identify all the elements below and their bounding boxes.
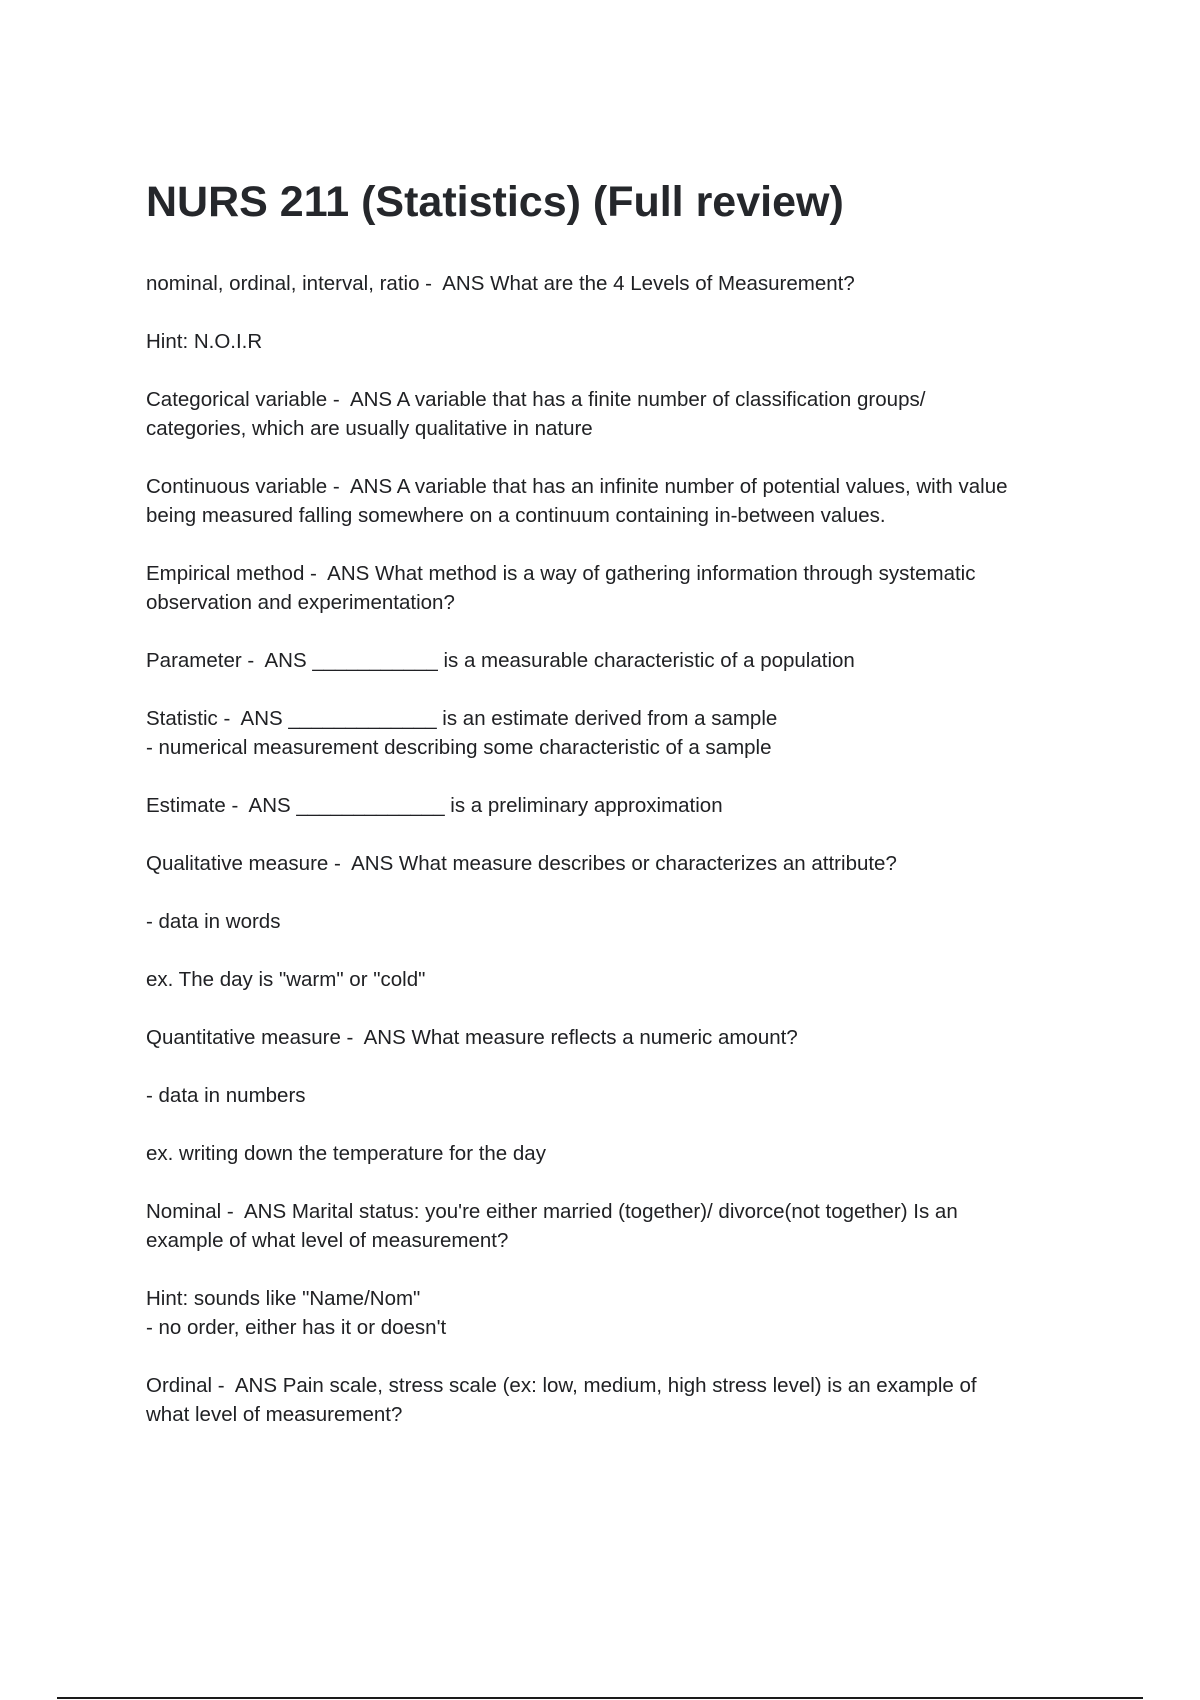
entry-line: - no order, either has it or doesn't [146, 1316, 447, 1339]
entry-line: what level of measurement? [146, 1403, 403, 1426]
entry-line: Parameter - ANS ___________ is a measurable characteristic of a population [146, 649, 855, 672]
entry-quantitative-measure [146, 1023, 1106, 1052]
entry-line: Estimate - ANS _____________ is a preliminary approximation [146, 794, 723, 817]
entry-line: Qualitative measure - ANS What measure describes or characterizes an attribute? [146, 852, 897, 875]
entry-line: - data in numbers [146, 1084, 306, 1107]
entry-qualitative-measure [146, 849, 1106, 878]
entry-hint-name-nom [146, 1284, 1106, 1342]
entry-line: Continuous variable - ANS A variable that has an infinite number of potential values, with value [146, 475, 1008, 498]
entry-line: - numerical measurement describing some characteristic of a sample [146, 736, 772, 759]
entry-nominal [146, 1197, 1106, 1255]
entry-statistic [146, 704, 1106, 762]
entry-line: being measured falling somewhere on a continuum containing in-between values. [146, 504, 886, 527]
entry-continuous-variable [146, 472, 1106, 530]
entry-line: Statistic - ANS _____________ is an estimate derived from a sample [146, 707, 778, 730]
entry-line: Quantitative measure - ANS What measure reflects a numeric amount? [146, 1026, 798, 1049]
entry-levels-of-measurement [146, 269, 1106, 298]
entry-line: Categorical variable - ANS A variable that has a finite number of classification groups/ [146, 388, 926, 411]
entry-example-temperature [146, 1139, 1106, 1168]
page-footer-rule [57, 1697, 1143, 1699]
entry-parameter [146, 646, 1106, 675]
entry-line: ex. writing down the temperature for the day [146, 1142, 546, 1165]
entry-estimate [146, 791, 1106, 820]
entry-line: - data in words [146, 910, 281, 933]
entry-line: observation and experimentation? [146, 591, 455, 614]
entry-example-warm-cold [146, 965, 1106, 994]
entry-line: categories, which are usually qualitative in nature [146, 417, 593, 440]
entry-line: Ordinal - ANS Pain scale, stress scale (ex: low, medium, high stress level) is an example of [146, 1374, 977, 1397]
document-body [146, 269, 1106, 1458]
entry-data-in-words [146, 907, 1106, 936]
entry-line: Hint: sounds like "Name/Nom" [146, 1287, 421, 1310]
entry-empirical-method [146, 559, 1106, 617]
entry-hint-noir [146, 327, 1106, 356]
entry-line: ex. The day is "warm" or "cold" [146, 968, 426, 991]
entry-line: Empirical method - ANS What method is a way of gathering information through systematic [146, 562, 976, 585]
entry-line: nominal, ordinal, interval, ratio - ANS What are the 4 Levels of Measurement? [146, 272, 855, 295]
entry-line: Nominal - ANS Marital status: you're either married (together)/ divorce(not together) Is an [146, 1200, 958, 1223]
entry-ordinal [146, 1371, 1106, 1429]
page-title: NURS 211 (Statistics) (Full review) [146, 178, 844, 226]
entry-categorical-variable [146, 385, 1106, 443]
entry-line: Hint: N.O.I.R [146, 330, 263, 353]
entry-data-in-numbers [146, 1081, 1106, 1110]
entry-line: example of what level of measurement? [146, 1229, 509, 1252]
